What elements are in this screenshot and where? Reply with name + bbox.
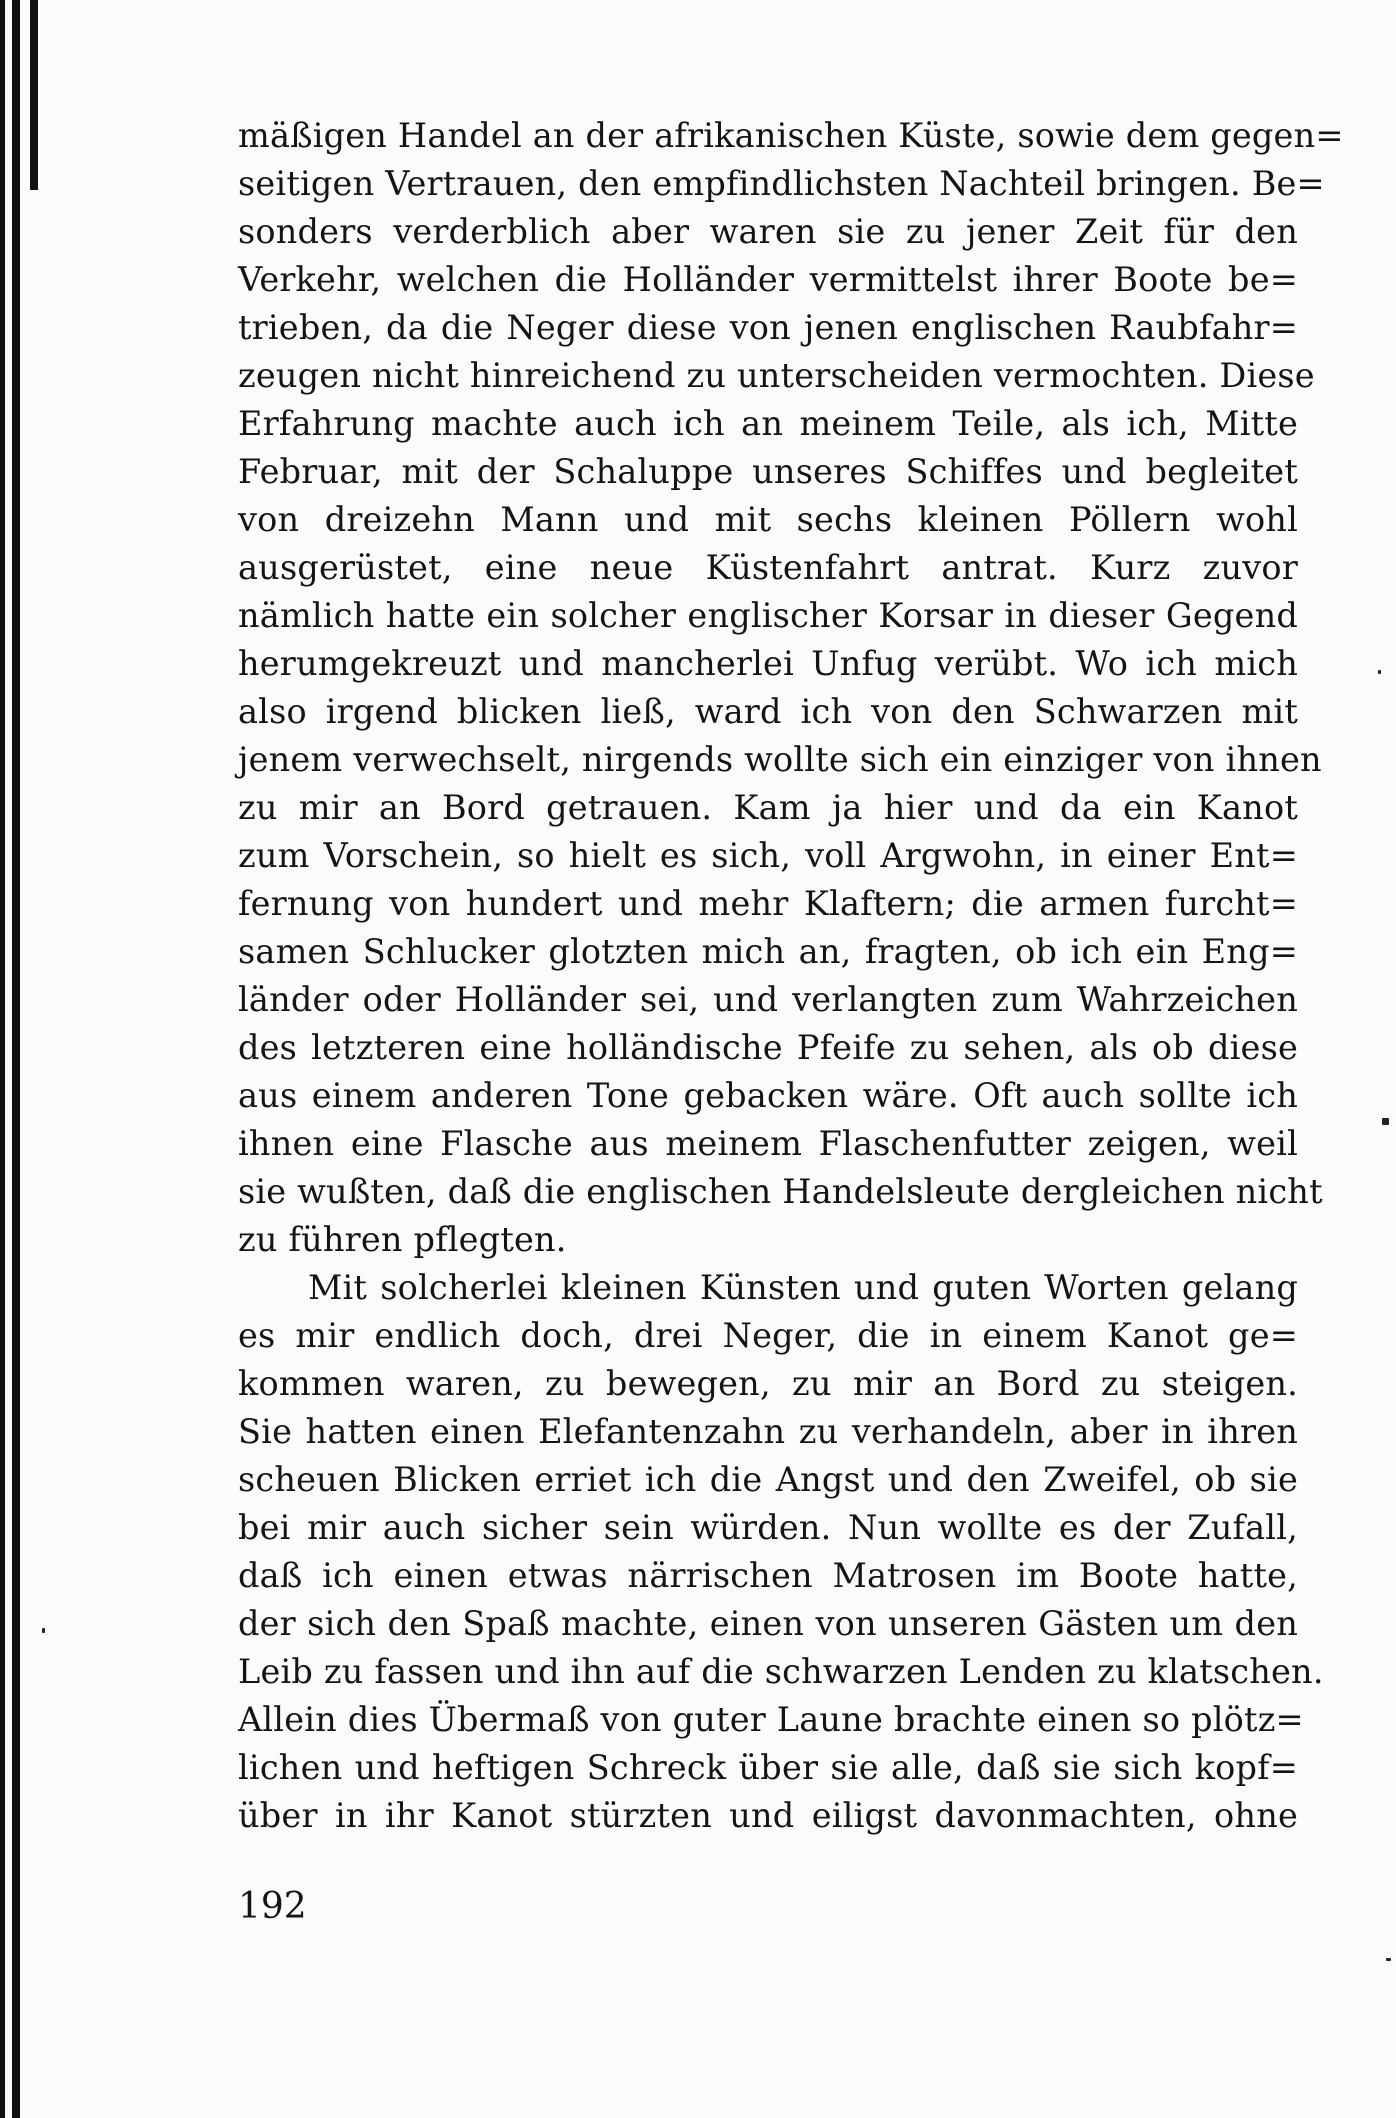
text-line: nämlich hatte ein solcher englischer Korsar in dieser Gegend [238,596,1298,635]
text-line: des letzteren eine holländische Pfeife zu sehen, als ob diese [238,1028,1298,1067]
text-line: lichen und heftigen Schreck über sie alle, daß sie sich kopf= [238,1748,1298,1787]
text-line: mäßigen Handel an der afrikanischen Küste, sowie dem gegen= [238,116,1344,155]
page-number: 192 [238,1886,307,1927]
text-line: zum Vorschein, so hielt es sich, voll Argwohn, in einer Ent= [238,836,1298,875]
text-line: fernung von hundert und mehr Klaftern; die armen furcht= [238,884,1298,923]
text-line: Verkehr, welchen die Holländer vermittelst ihrer Boote be= [238,260,1298,299]
text-line: über in ihr Kanot stürzten und eiligst davonmachten, ohne [238,1796,1298,1835]
scan-edge-mark [30,0,38,190]
scan-speck [1382,1118,1389,1125]
text-line: Februar, mit der Schaluppe unseres Schiffes und begleitet [238,452,1298,491]
text-line: von dreizehn Mann und mit sechs kleinen Pöllern wohl [238,500,1298,539]
scan-edge-mark [0,0,5,2118]
text-line: es mir endlich doch, drei Neger, die in einem Kanot ge= [238,1316,1298,1355]
scan-speck [42,1628,45,1633]
text-line: trieben, da die Neger diese von jenen englischen Raubfahr= [238,308,1298,347]
text-line: zu mir an Bord getrauen. Kam ja hier und da ein Kanot [238,788,1298,827]
text-line: Erfahrung machte auch ich an meinem Teile, als ich, Mitte [238,404,1298,443]
text-line: herumgekreuzt und mancherlei Unfug verübt. Wo ich mich [238,644,1298,683]
text-line: bei mir auch sicher sein würden. Nun wollte es der Zufall, [238,1508,1298,1547]
text-line: der sich den Spaß machte, einen von unseren Gästen um den [238,1604,1298,1643]
text-line: samen Schlucker glotzten mich an, fragten, ob ich ein Eng= [238,932,1298,971]
text-line: seitigen Vertrauen, den empfindlichsten Nachteil bringen. Be= [238,164,1325,203]
text-line: ausgerüstet, eine neue Küstenfahrt antrat. Kurz zuvor [238,548,1298,587]
text-line: Mit solcherlei kleinen Künsten und guten Worten gelang [308,1268,1298,1307]
body-text [238,112,1344,1840]
text-line: kommen waren, zu bewegen, zu mir an Bord zu steigen. [238,1364,1298,1403]
text-line: ihnen eine Flasche aus meinem Flaschenfutter zeigen, weil [238,1124,1298,1163]
text-line: zu führen pflegten. [238,1220,567,1259]
text-line: also irgend blicken ließ, ward ich von den Schwarzen mit [238,692,1298,731]
text-line: Allein dies Übermaß von guter Laune brachte einen so plötz= [238,1700,1304,1739]
text-line: daß ich einen etwas närrischen Matrosen im Boote hatte, [238,1556,1298,1595]
text-line: Sie hatten einen Elefantenzahn zu verhandeln, aber in ihren [238,1412,1298,1451]
scan-edge-mark [12,0,20,2118]
scan-speck [1386,1958,1391,1961]
text-line: aus einem anderen Tone gebacken wäre. Oft auch sollte ich [238,1076,1298,1115]
text-line: länder oder Holländer sei, und verlangten zum Wahrzeichen [238,980,1298,1019]
text-line: zeugen nicht hinreichend zu unterscheiden vermochten. Diese [238,356,1315,395]
text-line: scheuen Blicken erriet ich die Angst und den Zweifel, ob sie [238,1460,1298,1499]
scan-speck [1378,670,1381,674]
text-line: jenem verwechselt, nirgends wollte sich ein einziger von ihnen [238,740,1322,779]
text-line: sonders verderblich aber waren sie zu jener Zeit für den [238,212,1298,251]
text-line: Leib zu fassen und ihn auf die schwarzen Lenden zu klatschen. [238,1652,1324,1691]
text-line: sie wußten, daß die englischen Handelsleute dergleichen nicht [238,1172,1323,1211]
